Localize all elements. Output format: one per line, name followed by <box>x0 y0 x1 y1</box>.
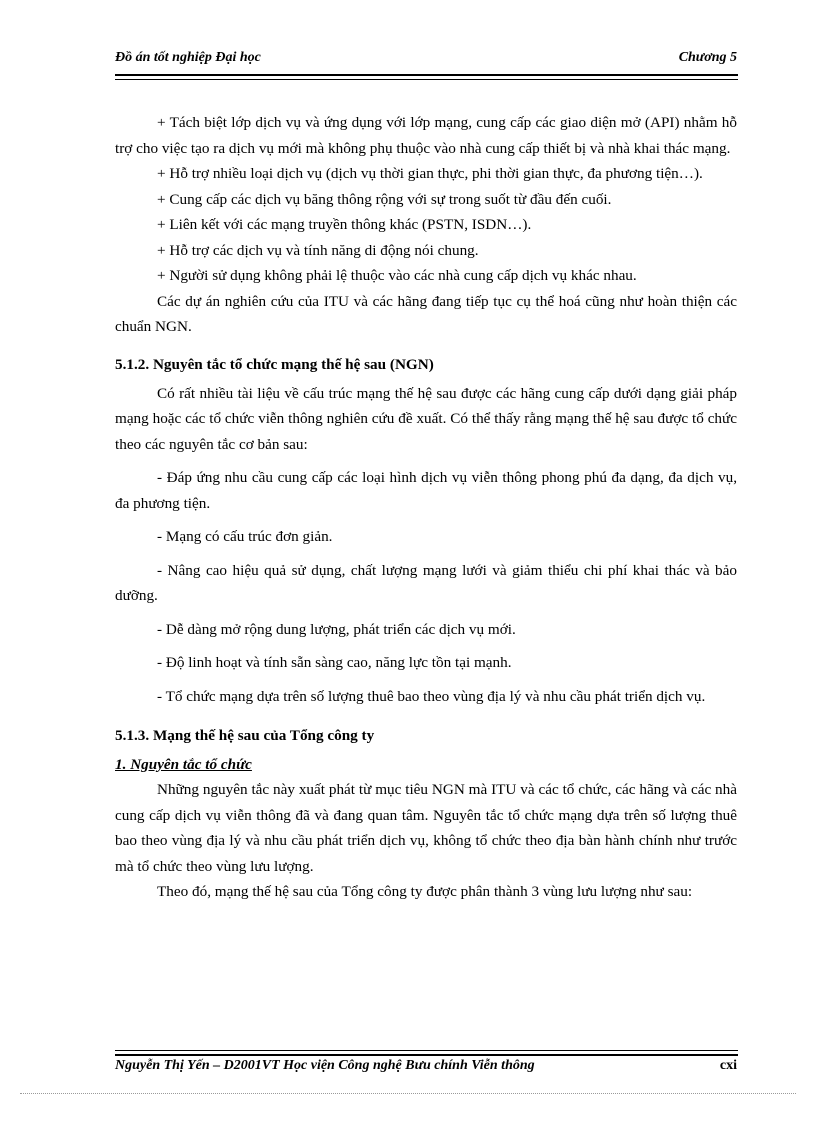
page-break-line <box>20 1093 796 1094</box>
paragraph-principle-1: - Đáp ứng nhu cầu cung cấp các loại hình dịch vụ viễn thông phong phú đa dạng, đa dịch vụ, đa phương tiện. <box>115 469 737 512</box>
page-body <box>115 110 737 905</box>
paragraph-itu-research: Các dự án nghiên cứu của ITU và các hãng đang tiếp tục cụ thể hoá cũng như hoàn thiện các chuẩn NGN. <box>115 292 737 335</box>
page-footer <box>115 1058 737 1078</box>
footer-author: Nguyễn Thị Yến – D2001VT Học viện Công nghệ Bưu chính Viễn thông <box>115 1058 535 1073</box>
paragraph-api: + Tách biệt lớp dịch vụ và ứng dụng với lớp mạng, cung cấp các giao diện mở (API) nhằm hỗ trợ cho việc tạo ra dịch vụ mới mà không phụ thuộc vào nhà cung cấp thiết bị và nhà khai thác mạng. <box>115 114 737 157</box>
paragraph-mobility: + Hỗ trợ các dịch vụ và tính năng di động nói chung. <box>157 241 479 259</box>
footer-rule <box>115 1050 738 1056</box>
paragraph-interconnect: + Liên kết với các mạng truyền thông khác (PSTN, ISDN…). <box>157 216 532 233</box>
paragraph-principle-3: - Nâng cao hiệu quả sử dụng, chất lượng mạng lưới và giảm thiểu chi phí khai thác và bảo dưỡng. <box>115 561 737 604</box>
subsection-heading-1: 1. Nguyên tắc tổ chức <box>115 756 252 773</box>
paragraph-principle-2: - Mạng có cấu trúc đơn giản. <box>157 528 333 545</box>
paragraph-principle-5: - Độ linh hoạt và tính sẵn sàng cao, năng lực tồn tại mạnh. <box>157 654 512 671</box>
paragraph-org-principle: Những nguyên tắc này xuất phát từ mục tiêu NGN mà ITU và các tổ chức, các hãng và các nhà cung cấp dịch vụ viễn thông đã và đang quan tâm. Nguyên tắc tổ chức mạng dựa trên số lượng thuê bao theo vùng địa lý và nhu cầu phát triển dịch vụ, không tổ chức theo địa bàn hành chính như trước mà tổ chức theo vùng lưu lượng. <box>115 781 737 875</box>
paragraph-multi-service: + Hỗ trợ nhiều loại dịch vụ (dịch vụ thời gian thực, phi thời gian thực, đa phương tiện…). <box>157 165 703 182</box>
paragraph-principle-6: - Tổ chức mạng dựa trên số lượng thuê bao theo vùng địa lý và nhu cầu phát triển dịch vụ. <box>157 687 706 705</box>
section-heading-5-1-2: 5.1.2. Nguyên tắc tổ chức mạng thế hệ sau (NGN) <box>115 355 434 373</box>
header-document-title: Đồ án tốt nghiệp Đại học <box>115 50 261 65</box>
paragraph-principle-4: - Dễ dàng mở rộng dung lượng, phát triển các dịch vụ mới. <box>157 620 516 638</box>
page-number: cxi <box>719 1058 737 1073</box>
paragraph-ngn-intro: Có rất nhiều tài liệu về cấu trúc mạng thế hệ sau được các hãng cung cấp dưới dạng giải pháp mạng hoặc các tổ chức viễn thông nghiên cứu đề xuất. Có thể thấy rằng mạng thế hệ sau được tổ chức theo các nguyên tắc cơ bản sau: <box>115 384 737 453</box>
paragraph-broadband: + Cung cấp các dịch vụ băng thông rộng với sự trong suốt từ đầu đến cuối. <box>157 190 612 208</box>
paragraph-user-independence: + Người sử dụng không phải lệ thuộc vào các nhà cung cấp dịch vụ khác nhau. <box>157 267 637 284</box>
page-header <box>115 50 737 70</box>
paragraph-traffic-zones: Theo đó, mạng thế hệ sau của Tổng công ty được phân thành 3 vùng lưu lượng như sau: <box>157 883 693 900</box>
header-rule <box>115 74 738 80</box>
section-heading-5-1-3: 5.1.3. Mạng thế hệ sau của Tổng công ty <box>115 727 375 744</box>
header-chapter: Chương 5 <box>678 50 737 65</box>
